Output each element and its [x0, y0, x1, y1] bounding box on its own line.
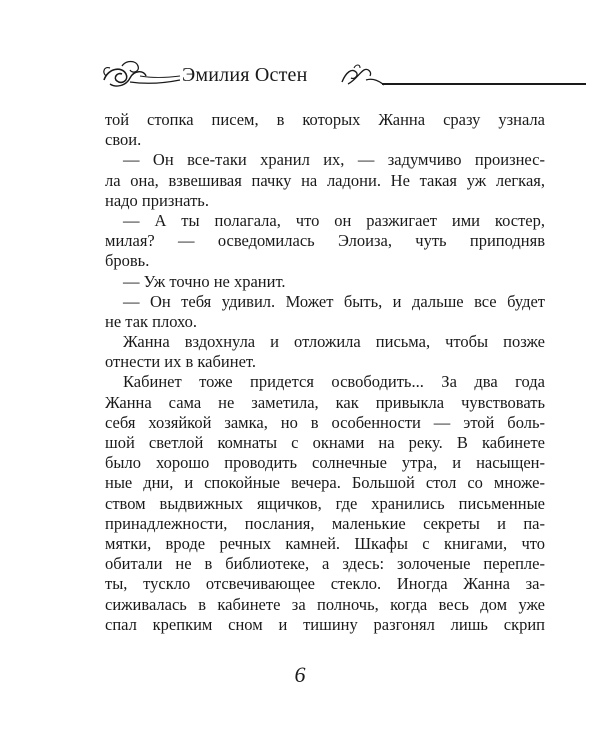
- text-line: ные дни, и спокойные вечера. Большой стол со множе-: [105, 473, 545, 493]
- flourish-right-icon: [338, 58, 384, 94]
- text-line: ством выдвижных ящичков, где хранились письменные: [105, 493, 545, 513]
- text-line: обитали не в библиотеке, а здесь: золоченые перепле-: [105, 554, 545, 574]
- running-header-author: Эмилия Остен: [182, 64, 308, 86]
- header-rule: [382, 83, 586, 85]
- text-line: той стопка писем, в которых Жанна сразу узнала: [105, 110, 545, 129]
- text-line: ла она, взвешивая пачку на ладони. Не такая уж легкая,: [105, 170, 545, 190]
- text-line: было хорошо проводить солнечные утра, и насыщен-: [105, 453, 545, 473]
- flourish-left-icon: [100, 58, 184, 94]
- text-line: свои.: [105, 130, 142, 150]
- text-line: спал крепким сном и тишину разгонял лишь скрип: [105, 614, 545, 634]
- text-line: — Он все-таки хранил их, — задумчиво произнес-: [123, 150, 545, 170]
- text-line: ты, тускло отсвечивающее стекло. Иногда Жанна за-: [105, 574, 545, 594]
- text-line: — А ты полагала, что он разжигает ими костер,: [123, 210, 545, 230]
- text-line: отнести их в кабинет.: [105, 352, 256, 372]
- text-line: шой светлой комнаты с окнами на реку. В кабинете: [105, 433, 545, 452]
- text-line: — Он тебя удивил. Может быть, и дальше все будет: [123, 291, 545, 311]
- running-header: [100, 58, 586, 94]
- text-line: себя хозяйкой замка, но в особенности — этой боль-: [105, 412, 545, 432]
- text-line: Жанна вздохнула и отложила письма, чтобы позже: [123, 332, 545, 352]
- text-line: сиживалась в кабинете за полночь, когда весь дом уже: [105, 594, 545, 614]
- text-line: не так плохо.: [105, 311, 198, 331]
- page-number: 6: [294, 662, 306, 687]
- text-line: мятки, вроде речных камней. Шкафы с книгами, что: [105, 533, 545, 553]
- text-line: милая? — осведомилась Элоиза, чуть приподняв: [105, 231, 545, 251]
- text-line: бровь.: [105, 251, 150, 271]
- body-text: [105, 110, 545, 635]
- text-line: принадлежности, послания, маленькие секреты и па-: [105, 513, 545, 533]
- text-line: надо признать.: [105, 190, 209, 210]
- text-line: Жанна сама не заметила, как привыкла чувствовать: [105, 392, 545, 412]
- text-line: Кабинет тоже придется освободить... За два года: [123, 372, 545, 392]
- text-line: — Уж точно не хранит.: [123, 271, 286, 291]
